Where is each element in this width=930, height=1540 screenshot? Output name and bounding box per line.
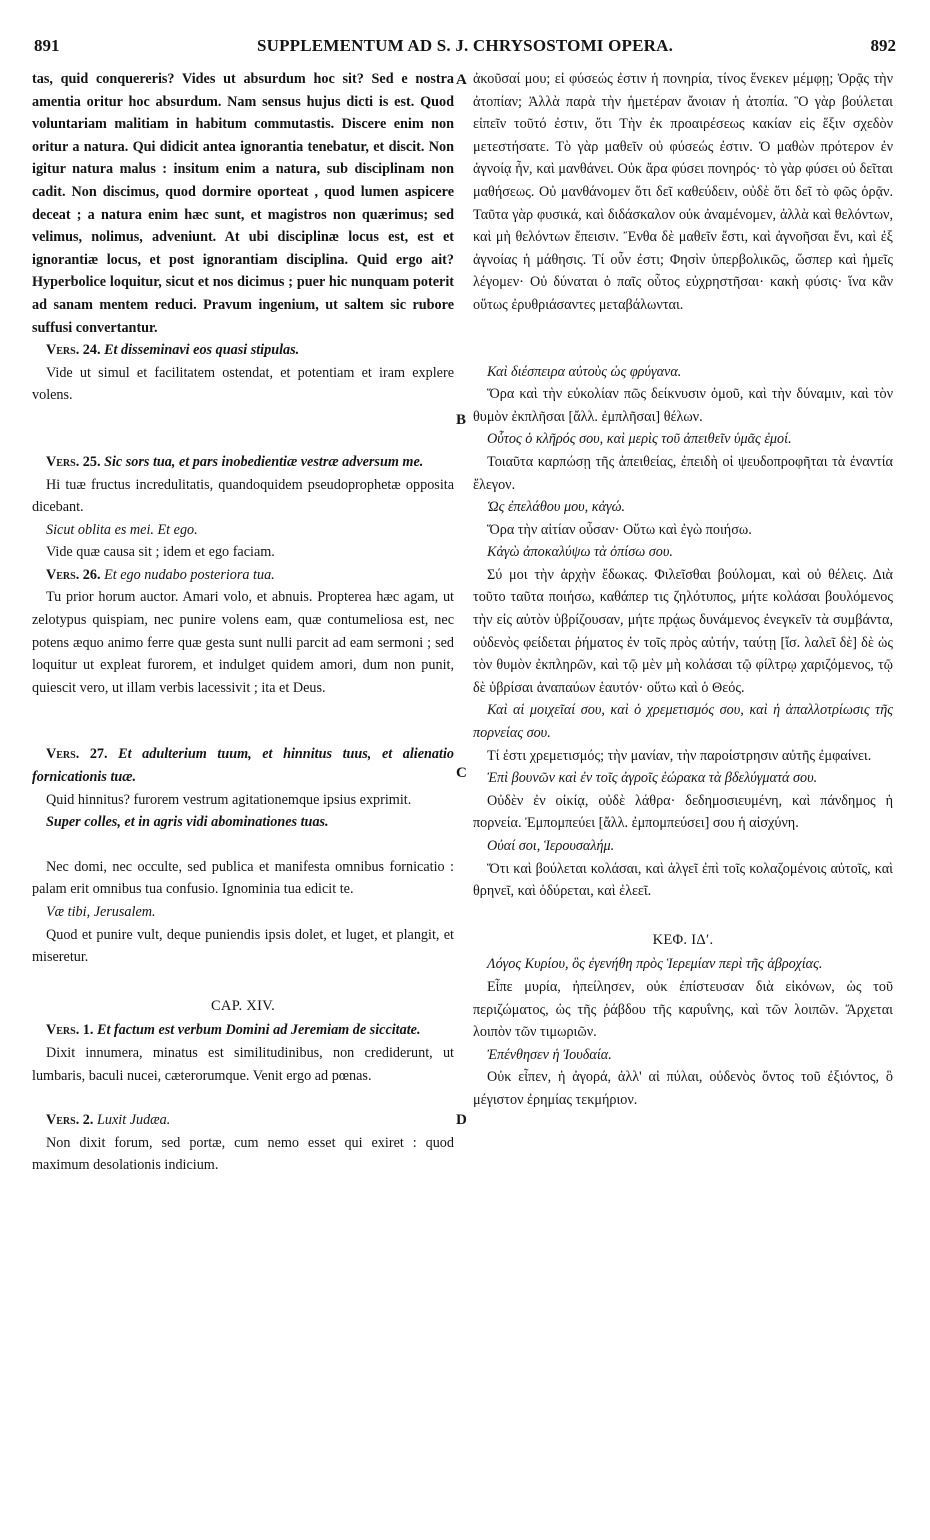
verse-heading xyxy=(32,564,454,587)
verse-label: Vers. 24. xyxy=(46,342,101,359)
greek-paragraph: Σύ μοι τὴν ἀρχὴν ἔδωκας. Φιλεῖσθαι βούλομαι, καὶ οὐ θέλεις. Διὰ τοῦτο ταῦτα ποιήσω, καθάπερ τις ζηλότυπος, μήτε κολάσαι βουλόμενος τὴν εἰς αὐτὸν ὑβρίζουσαν, μήτε πρᾴως δυνάμενος ἐνεγκεῖν τὰ συμβάντα, οὐδενὸς φείδεται ῥήματος ἐν τοῖς πρὸς αὐτήν, ταύτῃ [ἴσ. λαλεῖ δὲ] δὲ ὡς τὸν θυμὸν ἐκπληρῶν, καὶ τῷ μὲν μὴ κολάσαι τῷ φίλτρῳ χαριζόμενος, τῷ δὲ ὑβρίσαι ἀναπαύων ἑαυτόν· οὕτω καὶ ὁ Θεός. xyxy=(473,566,893,696)
latin-paragraph: Nec domi, nec occulte, sed publica et manifesta omnibus fornicatio : palam erit omnibus tua confusio. Ignominia tua edicit te. xyxy=(32,858,454,898)
verse-heading xyxy=(32,451,454,474)
greek-column xyxy=(473,68,893,1112)
verse-label: Vers. 2. xyxy=(46,1112,94,1129)
scripture-quote: Væ tibi, Jerusalem. xyxy=(46,904,156,920)
verse-label: Vers. 27. xyxy=(46,746,108,763)
greek-paragraph: Ὅτι καὶ βούλεται κολάσαι, καὶ ἀλγεῖ ἐπὶ τοῖς κολαζομένοις αὐτοῖς, καὶ θρηνεῖ, καὶ ὀδύρεται, καὶ ἐλεεῖ. xyxy=(473,860,893,900)
scripture-quote: Sicut oblita es mei. Et ego. xyxy=(46,521,198,538)
greek-paragraph: ἀκοῦσαί μου; εἰ φύσεώς ἐστιν ἡ πονηρία, τίνος ἕνεκεν μέμφῃ; Ὁρᾷς τὴν ἀτοπίαν; Ἀλλὰ παρὰ τὴν ἡμετέραν ἄνοιαν ἡ ἀτοπία. Ὃ γὰρ βούλεται εἰπεῖν τοῦτό ἐστιν, ὅτι Τὴν ἐκ προαιρέσεως κακίαν εἰς ἕξιν σχεδὸν μετεστήσατε. Τὸ γὰρ μαθεῖν οὐ φύσεώς ἐστιν. Ὁ μαθὼν πρότερον ἐν ἀγνοίᾳ ἦν, καὶ μανθάνει. Οὐκ ἄρα φύσει πονηρός· τὸ γὰρ φύσει οὐ δεῖται μαθήσεως. Οὐ μανθάνομεν ὅτι δεῖ καθεύδειν, οὐδὲ ὅτι δεῖ τὸ φῶς ὁρᾷν. Ταῦτα γὰρ φυσικά, καὶ διδάσκαλον οὐκ ἀναμένομεν, ἀλλὰ καὶ θελόντων, καὶ μὴ θελόντων ἔπεισιν. Ἔνθα δὲ μαθεῖν ἔστι, καὶ ἀγνοῆσαι ἔνι, καὶ ἐξ ἀγνοίας ἡ μάθησις. Τί οὖν ἐστι; Φησὶν ὑπερβολικῶς, ὥσπερ καὶ ἡμεῖς λέγομεν· Οὐ δύναται ὁ παῖς οὗτος εὐχρηστῆσαι· κακὴ φύσις· ἵνα κἂν οὕτως ἐρυθριάσαντες μεταβάλωνται. xyxy=(473,71,893,313)
latin-paragraph: Dixit innumera, minatus est similitudinibus, non crediderunt, ut lumbaris, baculi nucei, cæterorumque. Venit ergo ad pœnas. xyxy=(32,1044,454,1084)
section-marker-b: B xyxy=(456,412,467,428)
verse-text: Et adulterium tuum, et hinnitus tuus, et alienatio fornicationis tuæ. xyxy=(32,746,454,786)
scripture-quote: Οὗτος ὁ κλῆρός σου, καὶ μερὶς τοῦ ἀπειθεῖν ὑμᾶς ἐμοί. xyxy=(487,431,792,448)
latin-paragraph: Hi tuæ fructus incredulitatis, quandoquidem pseudoprophetæ opposita dicebant. xyxy=(32,476,454,516)
verse-text: Et ego nudabo posteriora tua. xyxy=(104,566,275,583)
verse-text: Luxit Judæa. xyxy=(96,1112,171,1129)
verse-label: Vers. 1. xyxy=(46,1022,94,1039)
verse-heading xyxy=(32,339,454,362)
latin-paragraph: Quod et punire vult, deque puniendis ipsis dolet, et luget, et plangit, et miseretur. xyxy=(32,926,454,966)
scripture-quote: Κἀγὼ ἀποκαλύψω τὰ ὀπίσω σου. xyxy=(487,544,673,561)
scripture-quote: Ὡς ἐπελάθου μου, κἀγώ. xyxy=(487,499,626,516)
greek-paragraph: Οὐκ εἶπεν, ἡ ἀγορά, ἀλλ' αἱ πύλαι, οὐδενὸς ὄντος τοῦ ἐξιόντος, ὃ μέγιστον ἐρημίας τεκμήριον. xyxy=(473,1069,893,1108)
running-title: SUPPLEMENTUM AD S. J. CHRYSOSTOMI OPERA. xyxy=(256,36,674,55)
greek-paragraph: Ὅρα τὴν αἰτίαν οὖσαν· Οὕτω καὶ ἐγὼ ποιήσω. xyxy=(487,521,752,538)
verse-label: Vers. 26. xyxy=(46,566,101,583)
scripture-quote: Καὶ αἱ μοιχεῖαί σου, καὶ ὁ χρεμετισμός σου, καὶ ἡ ἀπαλλοτρίωσις τῆς πορνείας σου. xyxy=(473,702,893,742)
section-marker-a: A xyxy=(456,72,467,88)
greek-paragraph: Εἶπε μυρία, ἠπείλησεν, οὐκ ἐπίστευσαν διὰ εἰκόνων, ὡς τοῦ περιζώματος, ὡς τῆς ῥάβδου τῆς καρυΐνης, καὶ τῶν λοιπῶν. Ἄρχεται λοιπὸν τῶν τιμωριῶν. xyxy=(473,978,893,1041)
scripture-quote: Super colles, et in agris vidi abominationes tuas. xyxy=(46,814,329,831)
latin-paragraph: tas, quid conquereris? Vides ut absurdum hoc sit? Sed e nostra amentia oritur hoc absurdum. Nam sensus hujus dicti is est. Quod voluntariam malitiam in habitum commutastis. Discere enim non oritur a natura. Qui didicit antea ignorantia tenebatur, et discit. Non igitur natura malus : insitum enim a natura, sub disciplinam non cadit. Non discimus, quod dormire oporteat , quod lumen aspicere deceat ; a natura enim hæc sunt, et magistros non quærimus; sed velimus, nolimus, adveniunt. At ubi disciplinæ locus est, est et ignorantiæ locus, et post ignorantiam disciplina. Quid ergo ait? Hyperbolice loquitur, sicut et nos dicimus ; puer hic nunquam poterit ad sanam mentem reduci. Pravum ingenium, ut saltem sic rubore suffusi convertantur. xyxy=(32,71,454,336)
greek-paragraph: Τί ἐστι χρεμετισμός; τὴν μανίαν, τὴν παροίστρησιν αὐτῆς ἐμφαίνει. xyxy=(487,747,872,764)
section-marker-c: C xyxy=(456,765,467,781)
latin-paragraph: Vide quæ causa sit ; idem et ego faciam. xyxy=(46,544,275,561)
chapter-heading: ΚΕΦ. ΙΔʹ. xyxy=(652,931,714,948)
running-header xyxy=(34,36,896,60)
chapter-heading: CAP. XIV. xyxy=(210,997,276,1014)
verse-heading xyxy=(32,1019,454,1042)
latin-paragraph: Non dixit forum, sed portæ, cum nemo esset qui exiret : quod maximum desolationis indicium. xyxy=(32,1134,454,1174)
scripture-quote: Ἐπένθησεν ἡ Ἰουδαία. xyxy=(487,1046,612,1063)
scripture-quote: Λόγος Κυρίου, ὃς ἐγενήθη πρὸς Ἱερεμίαν περὶ τῆς ἀβροχίας. xyxy=(487,956,823,973)
scripture-quote: Καὶ διέσπειρα αὐτοὺς ὡς φρύγανα. xyxy=(487,363,682,380)
verse-text: Et factum est verbum Domini ad Jeremiam de siccitate. xyxy=(96,1022,421,1039)
scripture-quote: Ἐπὶ βουνῶν καὶ ἐν τοῖς ἀγροῖς ἑώρακα τὰ βδελύγματά σου. xyxy=(487,770,818,787)
greek-paragraph: Ὅρα καὶ τὴν εὐκολίαν πῶς δείκνυσιν ὁμοῦ, καὶ τὴν δύναμιν, καὶ τὸν θυμὸν ἐκπλῆσαι [ἄλλ. ἐμπλῆσαι] θέλων. xyxy=(473,386,893,425)
verse-text: Et disseminavi eos quasi stipulas. xyxy=(104,342,300,359)
scripture-quote: Οὐαί σοι, Ἱερουσαλήμ. xyxy=(487,838,615,854)
greek-paragraph: Τοιαῦτα καρπώσῃ τῆς ἀπειθείας, ἐπειδὴ οἱ ψευδοπροφῆται τὰ ἐναντία ἔλεγον. xyxy=(473,453,893,493)
verse-label: Vers. 25. xyxy=(46,453,101,470)
latin-paragraph: Quid hinnitus? furorem vestrum agitationemque ipsius exprimit. xyxy=(46,791,412,808)
verse-text: Sic sors tua, et pars inobedientiæ vestræ adversum me. xyxy=(104,453,424,470)
verse-heading xyxy=(32,743,454,788)
page-number-left: 891 xyxy=(34,36,60,55)
greek-paragraph: Οὐδὲν ἐν οἰκίᾳ, οὐδὲ λάθρα· δεδημοσιευμένη, καὶ πάνδημος ἡ πορνεία. Ἐμπομπεύει [ἄλλ. ἐμπομπεύσει] σου ἡ αἰσχύνη. xyxy=(473,792,893,832)
verse-heading xyxy=(32,1109,454,1132)
section-marker-d: D xyxy=(456,1112,467,1128)
latin-paragraph: Vide ut simul et facilitatem ostendat, et potentiam et iram explere volens. xyxy=(32,364,454,404)
latin-paragraph: Tu prior horum auctor. Amari volo, et abnuis. Propterea hæc agam, ut zelotypus quispiam, nec punire volens eam, quæ contumeliosa est, nec potens æquo animo ferre quæ gesta sunt nulli parcit ad eam sermoni ; sed loquitur ut expleat furorem, et indulget quidem amori, dum non punit, quiescit vero, ut illam verbis lacessivit ; ita et Deus. xyxy=(32,589,454,696)
latin-column xyxy=(32,68,454,1177)
page-number-right: 892 xyxy=(870,36,896,55)
